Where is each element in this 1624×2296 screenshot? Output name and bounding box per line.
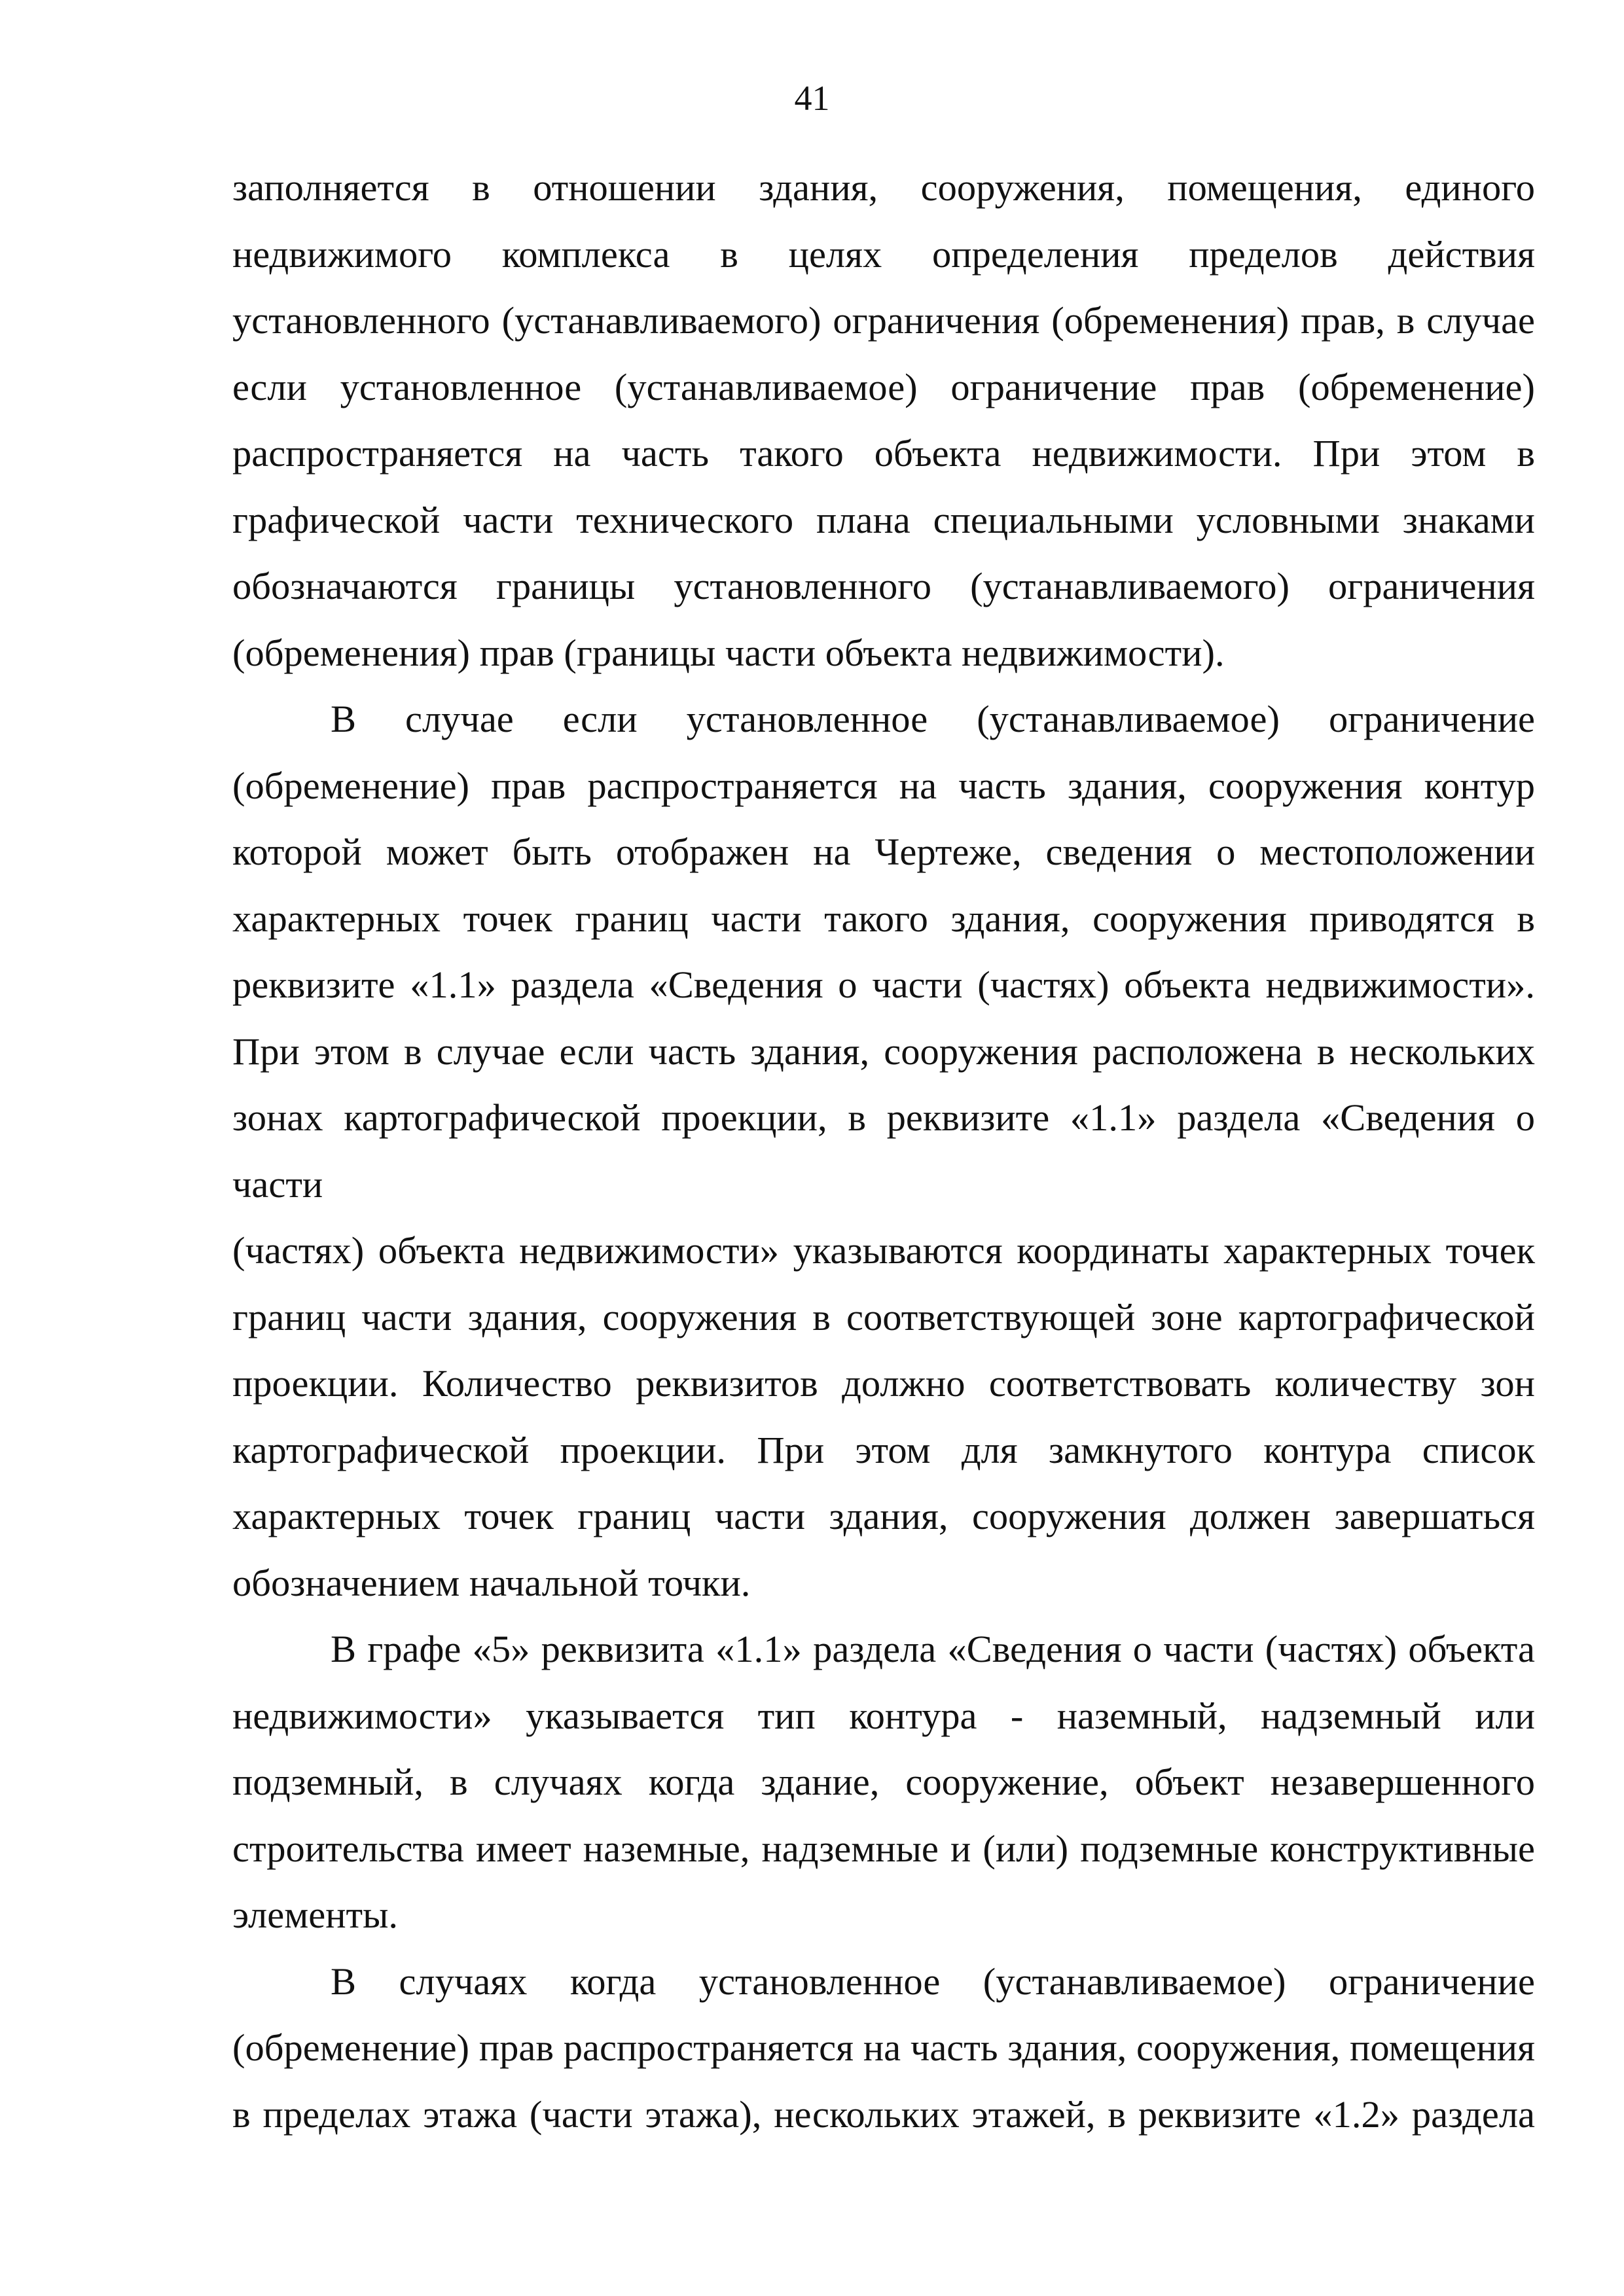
text-line: графической части технического плана специальными условными знаками <box>232 498 1535 541</box>
text-line: установленного (устанавливаемого) ограничения (обременения) прав, в случае <box>232 299 1535 342</box>
text-line: характерных точек границ части здания, сооружения должен завершаться <box>232 1495 1535 1537</box>
text-line: которой может быть отображен на Чертеже, сведения о местоположении <box>232 831 1535 873</box>
text-line: характерных точек границ части такого здания, сооружения приводятся в <box>232 897 1535 940</box>
paragraph-4-first-line: В случаях когда установленное (устанавливаемое) ограничение <box>331 1960 1535 2003</box>
text-line: подземный, в случаях когда здание, сооружение, объект незавершенного <box>232 1761 1535 1803</box>
text-line: заполняется в отношении здания, сооружения, помещения, единого <box>232 166 1535 209</box>
text-line: обозначаются границы установленного (устанавливаемого) ограничения <box>232 565 1535 607</box>
text-line: обозначением начальной точки. <box>232 1561 751 1604</box>
text-line: распространяется на часть такого объекта недвижимости. При этом в <box>232 432 1535 475</box>
text-line: (частях) объекта недвижимости» указываются координаты характерных точек <box>232 1229 1535 1272</box>
text-line: реквизите «1.1» раздела «Сведения о части (частях) объекта недвижимости». <box>232 963 1535 1006</box>
text-line: проекции. Количество реквизитов должно соответствовать количеству зон <box>232 1362 1535 1405</box>
paragraph-3-first-line: В графе «5» реквизита «1.1» раздела «Сведения о части (частях) объекта <box>331 1628 1535 1670</box>
document-body <box>232 154 1535 2147</box>
paragraph-1 <box>232 154 1535 221</box>
text-line: зонах картографической проекции, в реквизите «1.1» раздела «Сведения о части <box>232 1096 1535 1206</box>
text-line: в пределах этажа (части этажа), нескольких этажей, в реквизите «1.2» раздела <box>232 2092 1535 2136</box>
text-line: строительства имеет наземные, надземные и (или) подземные конструктивные <box>232 1827 1535 1870</box>
paragraph-2-first-line: В случае если установленное (устанавливаемое) ограничение <box>331 698 1535 740</box>
text-line: если установленное (устанавливаемое) ограничение прав (обременение) <box>232 365 1535 408</box>
text-line: (обременения) прав (границы части объекта недвижимости). <box>232 631 1225 674</box>
text-line: При этом в случае если часть здания, сооружения расположена в нескольких <box>232 1030 1535 1073</box>
text-line: (обременение) прав распространяется на часть здания, сооружения, помещения <box>232 2026 1535 2069</box>
text-line: картографической проекции. При этом для замкнутого контура список <box>232 1428 1535 1471</box>
text-line: недвижимости» указывается тип контура - наземный, надземный или <box>232 1694 1535 1737</box>
text-line: границ части здания, сооружения в соответствующей зоне картографической <box>232 1295 1535 1338</box>
text-line: элементы. <box>232 1893 398 1936</box>
text-line: (обременение) прав распространяется на часть здания, сооружения контур <box>232 764 1535 807</box>
text-line: недвижимого комплекса в целях определения пределов действия <box>232 232 1535 276</box>
page-number: 41 <box>794 79 830 118</box>
